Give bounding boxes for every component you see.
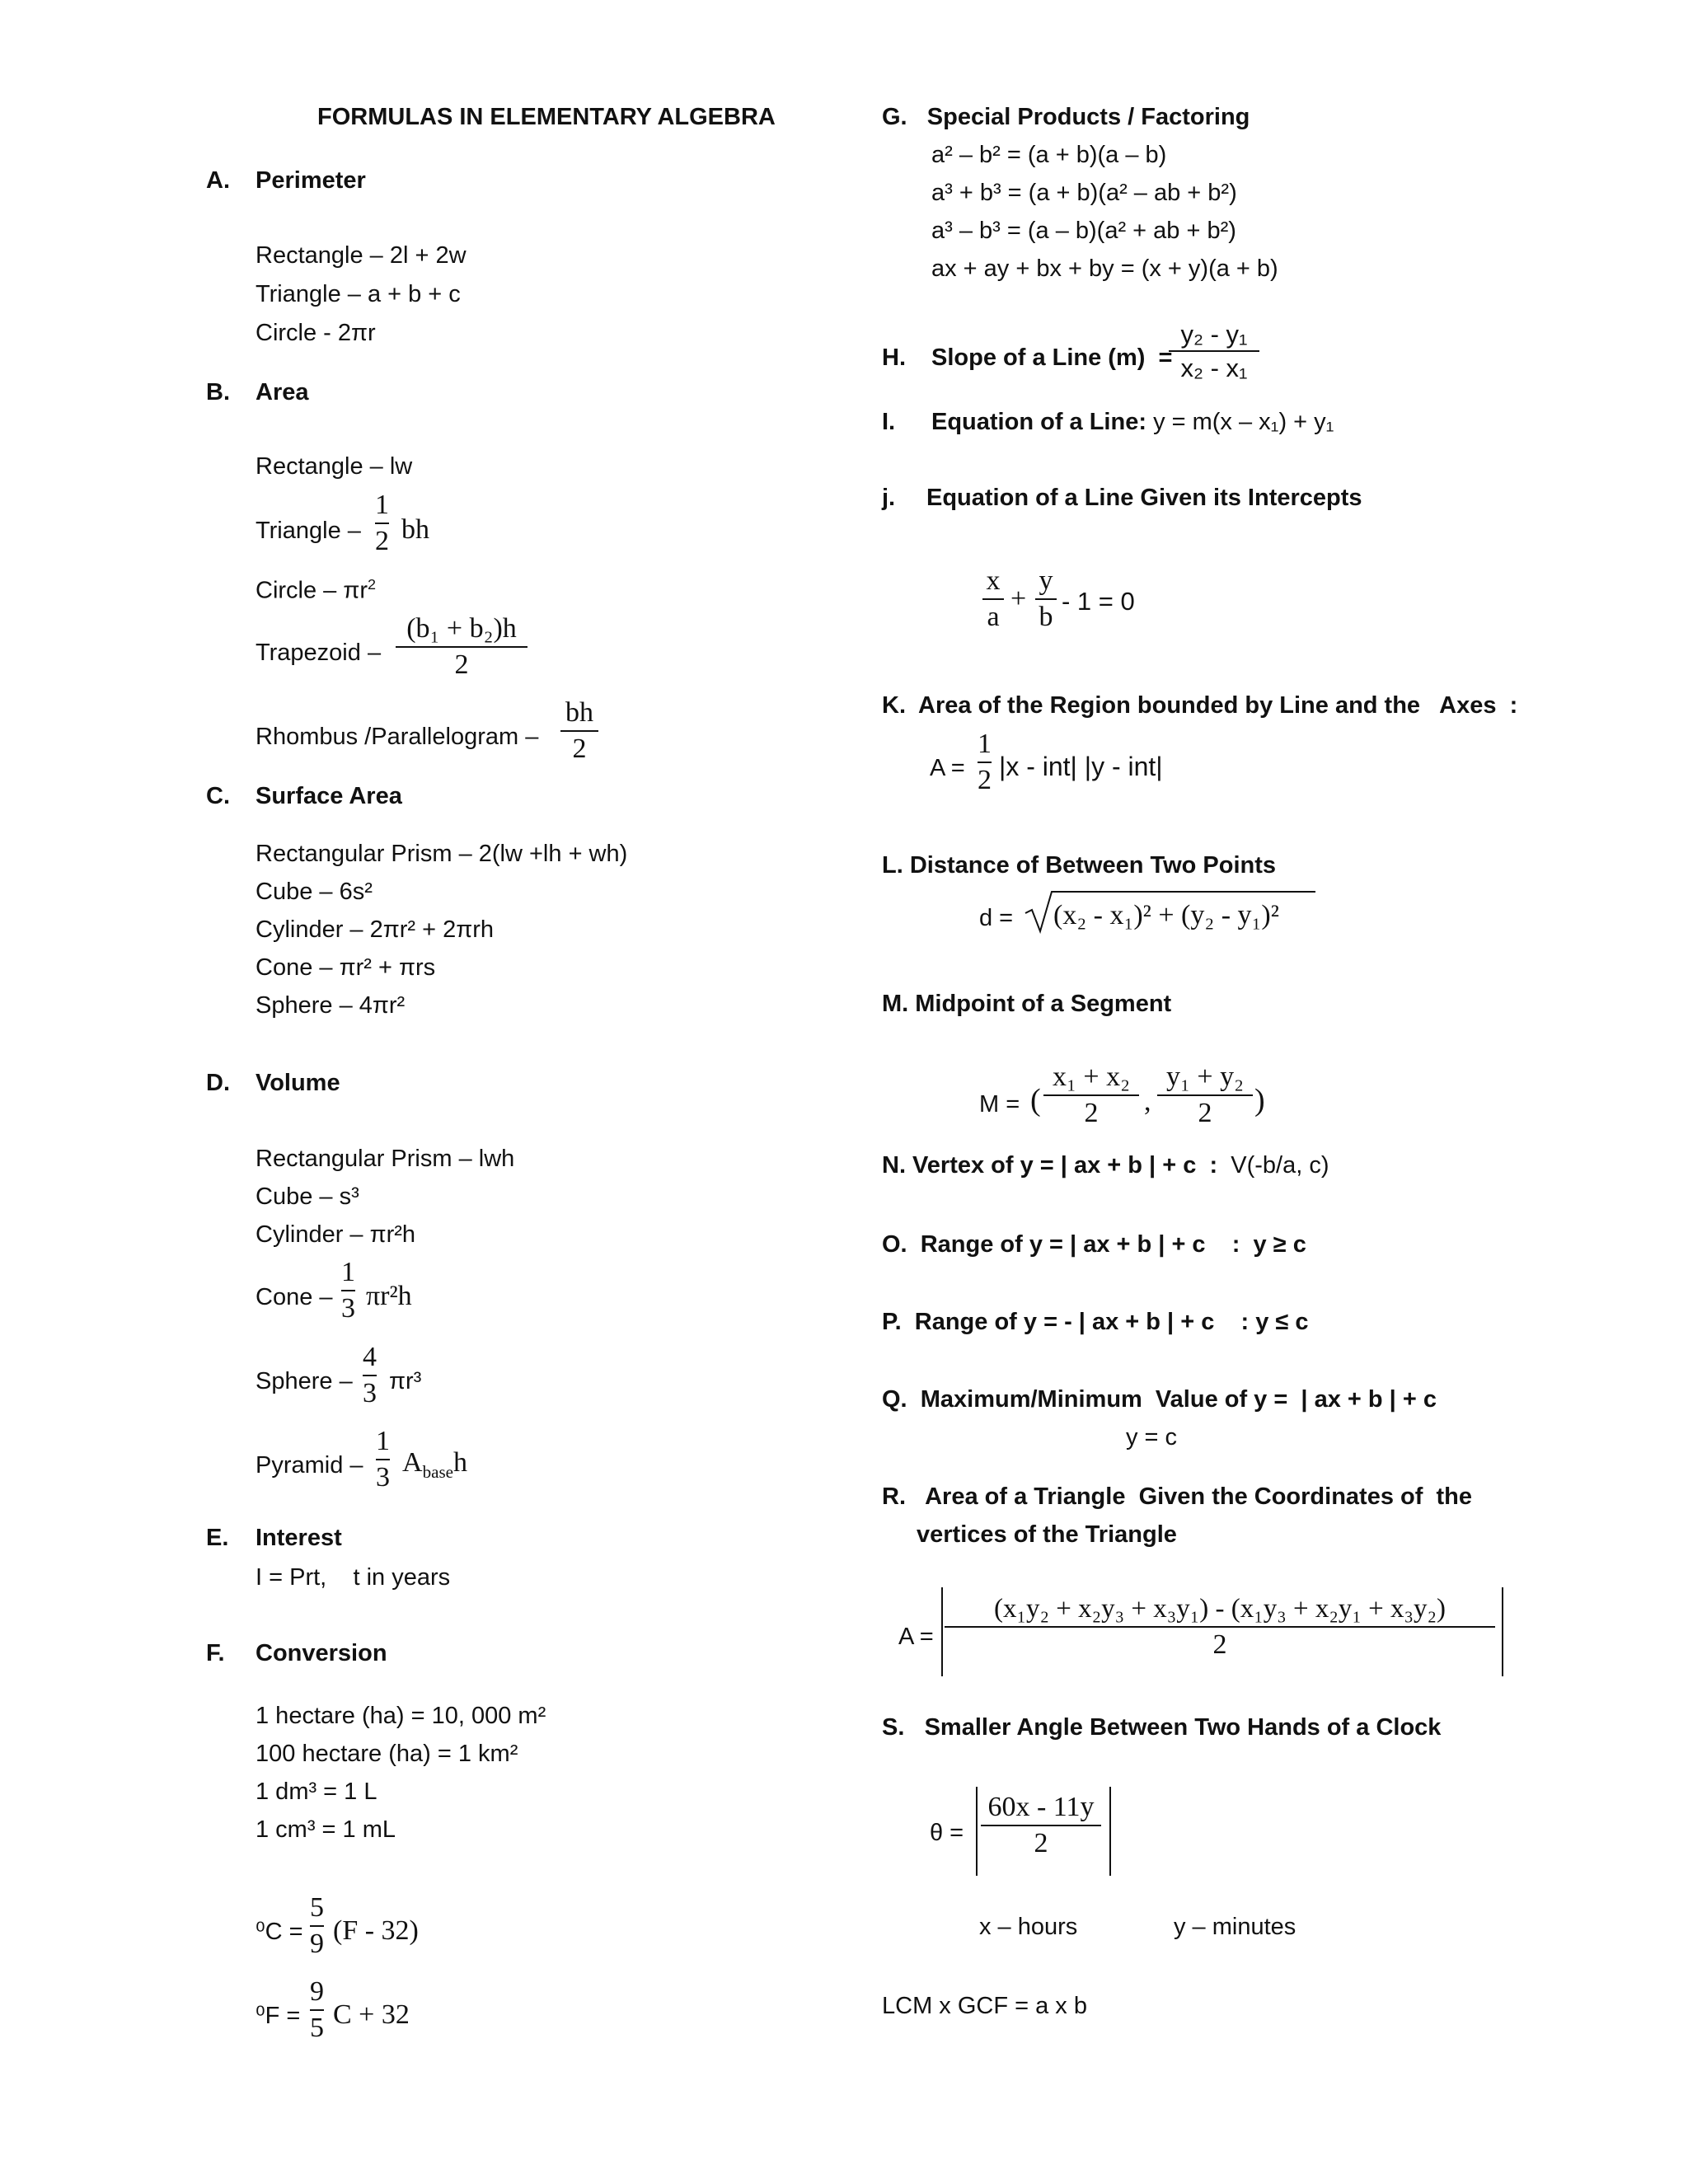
midpoint-label: M = <box>979 1091 1020 1118</box>
area-rhombus-fraction: $\frac{bh}{2}$ <box>560 699 598 763</box>
conversion-dm3: 1 dm³ = 1 L <box>256 1779 377 1805</box>
volume-cone-tail: πr²h <box>366 1281 412 1311</box>
section-e-letter: E. <box>206 1525 229 1551</box>
section-l-heading: L. Distance of Between Two Points <box>882 852 1277 879</box>
surface-cone: Cone – πr² + πrs <box>256 954 436 981</box>
area-trapezoid-label: Trapezoid – <box>256 640 382 666</box>
midpoint-x-fraction: $\frac{\text{x₁ + x₂}}{2}$ <box>1043 1063 1139 1127</box>
triangle-area-fraction: $\frac{\text{(x₁y₂ + x₂y₃ + x₃y₁) - (x₁y₃ + x₂y₁ + x₃y₂)}}{2}$ <box>945 1596 1495 1659</box>
section-k-heading: K. Area of the Region bounded by Line and the Axes : <box>882 692 1518 719</box>
perimeter-circle: Circle - 2πr <box>256 320 376 346</box>
section-s-heading: S. Smaller Angle Between Two Hands of a Clock <box>882 1714 1442 1741</box>
section-j-heading: Equation of a Line Given its Intercepts <box>926 485 1362 511</box>
volume-cube: Cube – s³ <box>256 1183 359 1210</box>
section-q-heading: Q. Maximum/Minimum Value of y = | ax + b | + c <box>882 1386 1437 1413</box>
volume-cone-fraction: $\frac{1}{3}$ <box>341 1257 355 1324</box>
section-h-heading: Slope of a Line (m) = <box>931 344 1173 371</box>
section-a-letter: A. <box>206 167 230 194</box>
section-n-line: N. Vertex of y = | ax + b | + c : V(-b/a, c) <box>882 1152 1329 1179</box>
distance-radicand: (x₂ - x₁)² + (y₂ - y₁)² <box>1053 900 1279 930</box>
volume-pyramid-fraction: $\frac{1}{3}$ <box>376 1426 390 1493</box>
volume-cone-label: Cone – <box>256 1284 333 1310</box>
section-c-heading: Surface Area <box>256 783 402 809</box>
volume-sphere-tail: πr³ <box>389 1368 422 1394</box>
region-area-label: A = <box>930 755 965 781</box>
section-m-heading: M. Midpoint of a Segment <box>882 991 1172 1017</box>
celsius-fraction: $\frac{5}{9}$ <box>310 1892 324 1959</box>
page-title: FORMULAS IN ELEMENTARY ALGEBRA <box>317 104 776 130</box>
clock-angle-left-bar <box>976 1787 978 1876</box>
volume-cylinder: Cylinder – πr²h <box>256 1221 416 1248</box>
lcm-gcf-formula: LCM x GCF = a x b <box>882 1993 1087 2019</box>
section-f-letter: F. <box>206 1640 225 1666</box>
conversion-hectare: 1 hectare (ha) = 10, 000 m² <box>256 1703 546 1729</box>
factoring-grouping: ax + ay + bx + by = (x + y)(a + b) <box>931 255 1278 282</box>
section-b-letter: B. <box>206 379 230 405</box>
area-circle: Circle – $\pi r^2$ <box>256 576 377 604</box>
section-e-heading: Interest <box>256 1525 342 1551</box>
factoring-difference-of-cubes: a³ – b³ = (a – b)(a² + ab + b²) <box>931 218 1236 244</box>
surface-sphere: Sphere – 4πr² <box>256 992 406 1019</box>
clock-angle-label: θ = <box>930 1820 964 1846</box>
intercept-x-fraction: $\frac{x}{a}$ <box>982 567 1004 631</box>
volume-pyramid-tail: $A_{base}h$ <box>402 1447 468 1482</box>
area-triangle-tail: bh <box>401 514 429 545</box>
clock-angle-fraction: $\frac{60x - 11y}{2}$ <box>981 1793 1101 1858</box>
section-b-heading: Area <box>256 379 309 405</box>
factoring-difference-of-squares: a² – b² = (a + b)(a – b) <box>931 142 1167 168</box>
fahrenheit-tail: C + 32 <box>333 1999 410 2030</box>
section-d-heading: Volume <box>256 1070 340 1096</box>
volume-rectangular-prism: Rectangular Prism – lwh <box>256 1146 515 1172</box>
conversion-km2: 100 hectare (ha) = 1 km² <box>256 1741 518 1767</box>
section-o-line: O. Range of y = | ax + b | + c : y ≥ c <box>882 1231 1306 1258</box>
volume-sphere-label: Sphere – <box>256 1368 353 1394</box>
area-triangle-label: Triangle – <box>256 518 361 544</box>
area-rectangle: Rectangle – lw <box>256 453 413 480</box>
section-c-letter: C. <box>206 783 230 809</box>
conversion-cm3: 1 cm³ = 1 mL <box>256 1816 396 1843</box>
perimeter-rectangle: Rectangle – 2l + 2w <box>256 242 467 269</box>
section-a-heading: Perimeter <box>256 167 366 194</box>
section-g-heading: G. Special Products / Factoring <box>882 104 1250 130</box>
interest-formula: I = Prt, t in years <box>256 1564 451 1591</box>
surface-cube: Cube – 6s² <box>256 879 373 905</box>
midpoint-open-paren: ( <box>1030 1083 1041 1118</box>
area-trapezoid-fraction: $\frac{\text{(b₁ + b₂)h}}{2}$ <box>396 615 528 679</box>
intercept-y-fraction: $\frac{y}{b}$ <box>1035 567 1057 631</box>
section-h-letter: H. <box>882 344 906 371</box>
surface-rectangular-prism: Rectangular Prism – 2(lw +lh + wh) <box>256 841 628 867</box>
region-area-fraction: $\frac{1}{2}$ <box>978 729 992 795</box>
celsius-tail: (F - 32) <box>333 1915 419 1946</box>
section-d-letter: D. <box>206 1070 230 1096</box>
midpoint-close-paren: ) <box>1254 1083 1265 1118</box>
perimeter-triangle: Triangle – a + b + c <box>256 281 461 307</box>
section-r-heading-2: vertices of the Triangle <box>917 1521 1177 1548</box>
section-i-line: Equation of a Line: y = m(x – x₁) + y₁ <box>931 409 1334 435</box>
surface-cylinder: Cylinder – 2πr² + 2πrh <box>256 916 495 943</box>
volume-sphere-fraction: $\frac{4}{3}$ <box>363 1342 377 1408</box>
distance-label: d = <box>979 905 1014 931</box>
fahrenheit-fraction: $\frac{9}{5}$ <box>310 1976 324 2043</box>
triangle-area-right-bar <box>1502 1587 1503 1676</box>
intercept-tail: - 1 = 0 <box>1062 587 1135 616</box>
volume-pyramid-label: Pyramid – <box>256 1452 363 1479</box>
triangle-area-left-bar <box>941 1587 943 1676</box>
section-q-value: y = c <box>1126 1424 1178 1451</box>
midpoint-comma: , <box>1144 1086 1151 1117</box>
intercept-plus: + <box>1010 583 1027 614</box>
clock-angle-right-bar <box>1109 1787 1111 1876</box>
area-triangle-fraction: $\frac{1}{2}$ <box>375 490 389 556</box>
fahrenheit-label: ⁰F = <box>256 2003 301 2029</box>
clock-y-note: y – minutes <box>1174 1914 1296 1940</box>
midpoint-y-fraction: $\frac{\text{y₁ + y₂}}{2}$ <box>1157 1063 1253 1127</box>
section-f-heading: Conversion <box>256 1640 387 1666</box>
clock-x-note: x – hours <box>979 1914 1078 1940</box>
section-p-line: P. Range of y = - | ax + b | + c : y ≤ c <box>882 1309 1309 1335</box>
slope-fraction: $\frac{\text{y₂ - y₁}}{\text{x₂ - x₁}}$ <box>1169 321 1259 381</box>
section-r-heading: R. Area of a Triangle Given the Coordinates of the <box>882 1483 1472 1510</box>
triangle-area-label: A = <box>898 1624 934 1650</box>
area-rhombus-label: Rhombus /Parallelogram – <box>256 724 539 750</box>
factoring-sum-of-cubes: a³ + b³ = (a + b)(a² – ab + b²) <box>931 180 1237 206</box>
section-j-letter: j. <box>882 485 896 511</box>
celsius-label: ⁰C = <box>256 1919 303 1945</box>
region-area-tail: |x - int| |y - int| <box>999 752 1163 781</box>
section-i-letter: I. <box>882 409 896 435</box>
